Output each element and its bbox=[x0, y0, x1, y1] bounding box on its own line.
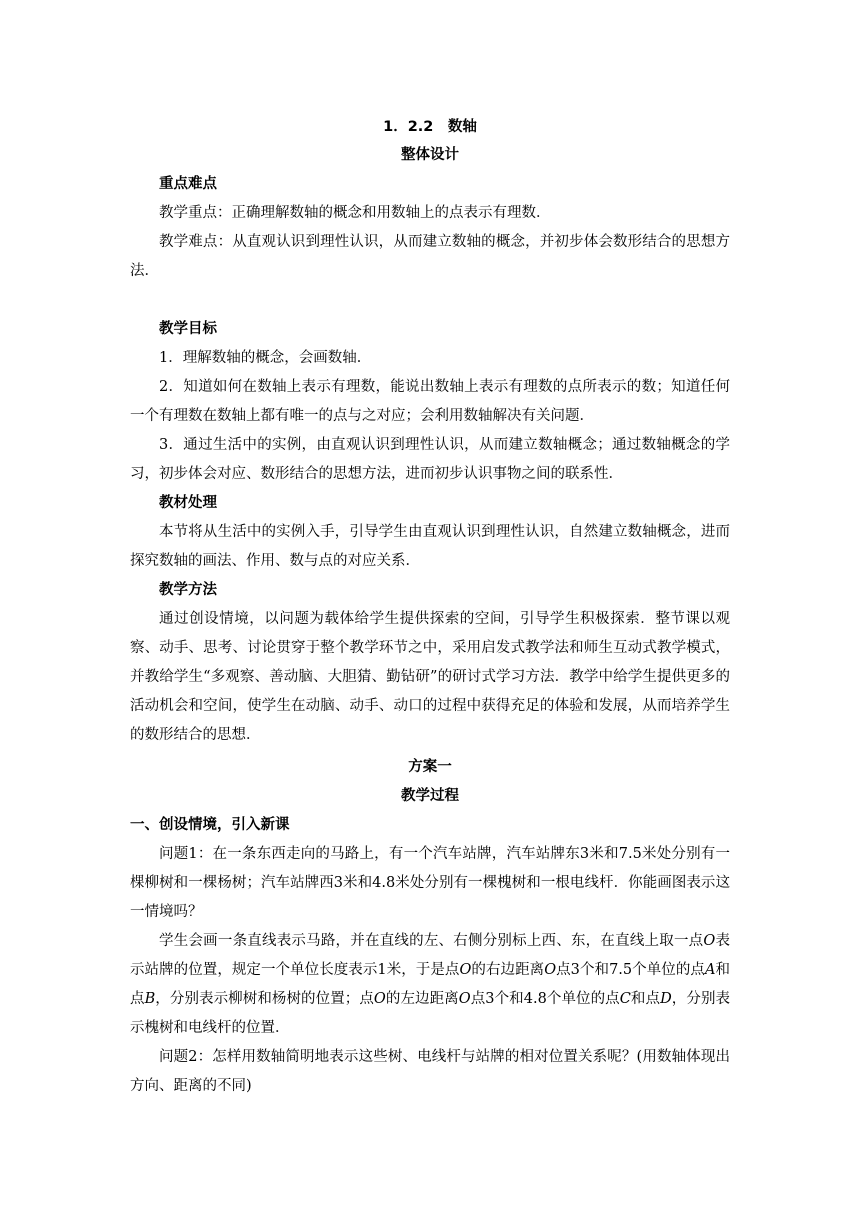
answer-text: 学生会画一条直线表示马路，并在直线的左、右侧分别标上西、东，在直线上取一点 bbox=[159, 933, 704, 949]
answer-text: ，分别表示槐树和电线杆的位置． bbox=[130, 991, 731, 1036]
objective-item-2: 2．知道如何在数轴上表示有理数，能说出数轴上表示有理数的点所表示的数；知道任何一个有理数在数轴上都有唯一的点与之对应；会利用数轴解决有关问题． bbox=[130, 379, 730, 424]
heading-step-one: 一、创设情境，引入新课 bbox=[130, 817, 290, 833]
paragraph-materials: 本节将从生活中的实例入手，引导学生由直观认识到理性认识，自然建立数轴概念，进而探究数轴的画法、作用、数与点的对应关系． bbox=[130, 524, 730, 569]
heading-key-points: 重点难点 bbox=[159, 176, 217, 192]
heading-materials: 教材处理 bbox=[159, 495, 217, 511]
point-label-o: O bbox=[459, 962, 472, 978]
point-label-a: A bbox=[704, 962, 716, 978]
section-title-plan-one: 方案一 bbox=[408, 759, 452, 775]
objective-item-3: 3．通过生活中的实例，由直观认识到理性认识，从而建立数轴概念；通过数轴概念的学习，初步体会对应、数形结合的思想方法，进而初步认识事物之间的联系性． bbox=[130, 437, 730, 482]
point-label-o: O bbox=[544, 962, 557, 978]
paragraph-question-2: 问题2：怎样用数轴简明地表示这些树、电线杆与站牌的相对位置关系呢？(用数轴体现出方向、距离的不同) bbox=[130, 1049, 730, 1094]
answer-text: ，分别表示柳树和杨树的位置；点 bbox=[155, 991, 374, 1007]
point-label-b: B bbox=[144, 991, 156, 1007]
section-title-overall-design: 整体设计 bbox=[401, 147, 459, 163]
point-label-o: O bbox=[703, 933, 716, 949]
answer-text: 和点 bbox=[130, 962, 731, 1007]
paragraph-methods: 通过创设情境，以问题为载体给学生提供探索的空间，引导学生积极探索．整节课以观察、动手、思考、讨论贯穿于整个教学环节之中，采用启发式教学法和师生互动式教学模式，并教给学生“多观察、善动脑、大胆猜、勤钻研”的研讨式学习方法．教学中给学生提供更多的活动机会和空间，使学生在动脑、动手、动口的过程中获得充足的体验和发展，从而培养学生的数形结合的思想． bbox=[130, 611, 730, 743]
paragraph-difficulty: 教学难点：从直观认识到理性认识，从而建立数轴的概念，并初步体会数形结合的思想方法． bbox=[130, 234, 730, 279]
point-label-c: C bbox=[619, 991, 631, 1007]
answer-text: 点3个和4.8个单位的点 bbox=[470, 991, 620, 1007]
point-label-d: D bbox=[660, 991, 672, 1007]
objective-item-1: 1．理解数轴的概念，会画数轴． bbox=[159, 350, 372, 366]
section-title-teaching-process: 教学过程 bbox=[401, 788, 459, 804]
heading-methods: 教学方法 bbox=[159, 582, 217, 598]
point-label-o: O bbox=[373, 991, 386, 1007]
answer-text: 表示站牌的位置，规定一个单位长度表示1米，于是点 bbox=[130, 933, 731, 978]
document-title: 1．2.2 数轴 bbox=[383, 119, 477, 135]
spacer bbox=[130, 286, 730, 315]
paragraph-question-1: 问题1：在一条东西走向的马路上，有一个汽车站牌，汽车站牌东3米和7.5米处分别有一棵柳树和一棵杨树；汽车站牌西3米和4.8米处分别有一棵槐树和一根电线杆．你能画图表示这一情境吗？ bbox=[130, 846, 730, 920]
heading-objectives: 教学目标 bbox=[159, 321, 217, 337]
answer-text: 的左边距离 bbox=[385, 991, 459, 1007]
answer-text: 点3个和7.5个单位的点 bbox=[556, 962, 705, 978]
paragraph-focus: 教学重点：正确理解数轴的概念和用数轴上的点表示有理数． bbox=[159, 205, 551, 221]
answer-text: 和点 bbox=[630, 991, 661, 1007]
paragraph-answer bbox=[130, 927, 730, 1043]
answer-text: 的右边距离 bbox=[471, 962, 545, 978]
point-label-o: O bbox=[458, 991, 471, 1007]
